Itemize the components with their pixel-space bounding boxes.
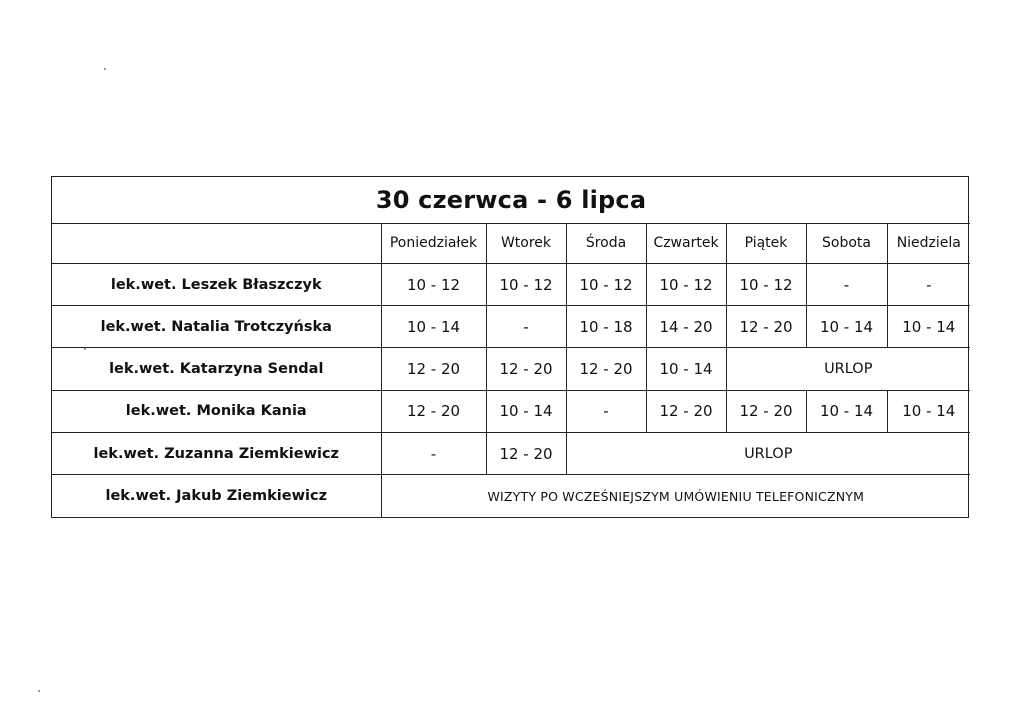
hours-cell: 12 - 20 xyxy=(726,390,806,432)
hours-cell: 10 - 12 xyxy=(381,264,486,306)
doctor-name: lek.wet. Katarzyna Sendal xyxy=(52,348,381,390)
appointment-note-cell: WIZYTY PO WCZEŚNIEJSZYM UMÓWIENIU TELEFONICZNYM xyxy=(381,475,970,517)
hours-cell: 10 - 14 xyxy=(806,306,887,348)
day-header-row xyxy=(52,223,970,263)
doctor-name: lek.wet. Leszek Błaszczyk xyxy=(52,264,381,306)
hours-cell: 10 - 14 xyxy=(806,390,887,432)
hours-cell: 12 - 20 xyxy=(381,348,486,390)
day-header-friday: Piątek xyxy=(726,223,806,263)
hours-cell: - xyxy=(566,390,646,432)
schedule-table xyxy=(52,177,970,517)
doctor-row xyxy=(52,264,970,306)
scan-speck xyxy=(104,68,106,70)
doctor-row xyxy=(52,390,970,432)
hours-cell: 12 - 20 xyxy=(486,348,566,390)
hours-cell: 10 - 12 xyxy=(646,264,726,306)
hours-cell: - xyxy=(486,306,566,348)
leave-cell: URLOP xyxy=(726,348,970,390)
leave-cell: URLOP xyxy=(566,432,970,474)
hours-cell: 12 - 20 xyxy=(726,306,806,348)
scan-speck xyxy=(38,690,40,692)
hours-cell: 12 - 20 xyxy=(381,390,486,432)
doctor-row xyxy=(52,432,970,474)
doctor-name: lek.wet. Zuzanna Ziemkiewicz xyxy=(52,432,381,474)
doctor-row xyxy=(52,348,970,390)
day-header-saturday: Sobota xyxy=(806,223,887,263)
hours-cell: 10 - 14 xyxy=(486,390,566,432)
doctor-name: lek.wet. Monika Kania xyxy=(52,390,381,432)
hours-cell: 10 - 14 xyxy=(646,348,726,390)
hours-cell: 10 - 12 xyxy=(726,264,806,306)
hours-cell: 12 - 20 xyxy=(486,432,566,474)
header-corner-cell xyxy=(52,223,381,263)
doctor-row xyxy=(52,475,970,517)
schedule-title: 30 czerwca - 6 lipca xyxy=(52,177,970,223)
hours-cell: 12 - 20 xyxy=(646,390,726,432)
hours-cell: 10 - 12 xyxy=(566,264,646,306)
hours-cell: 10 - 18 xyxy=(566,306,646,348)
hours-cell: 10 - 14 xyxy=(381,306,486,348)
hours-cell: 12 - 20 xyxy=(566,348,646,390)
day-header-sunday: Niedziela xyxy=(887,223,970,263)
hours-cell: 14 - 20 xyxy=(646,306,726,348)
hours-cell: 10 - 14 xyxy=(887,306,970,348)
doctor-name: lek.wet. Natalia Trotczyńska xyxy=(52,306,381,348)
day-header-tuesday: Wtorek xyxy=(486,223,566,263)
doctor-row xyxy=(52,306,970,348)
hours-cell: - xyxy=(806,264,887,306)
day-header-wednesday: Środa xyxy=(566,223,646,263)
hours-cell: 10 - 12 xyxy=(486,264,566,306)
doctor-name: lek.wet. Jakub Ziemkiewicz xyxy=(52,475,381,517)
hours-cell: 10 - 14 xyxy=(887,390,970,432)
schedule-sheet xyxy=(51,176,969,518)
hours-cell: - xyxy=(381,432,486,474)
hours-cell: - xyxy=(887,264,970,306)
day-header-thursday: Czwartek xyxy=(646,223,726,263)
day-header-monday: Poniedziałek xyxy=(381,223,486,263)
title-row xyxy=(52,177,970,223)
